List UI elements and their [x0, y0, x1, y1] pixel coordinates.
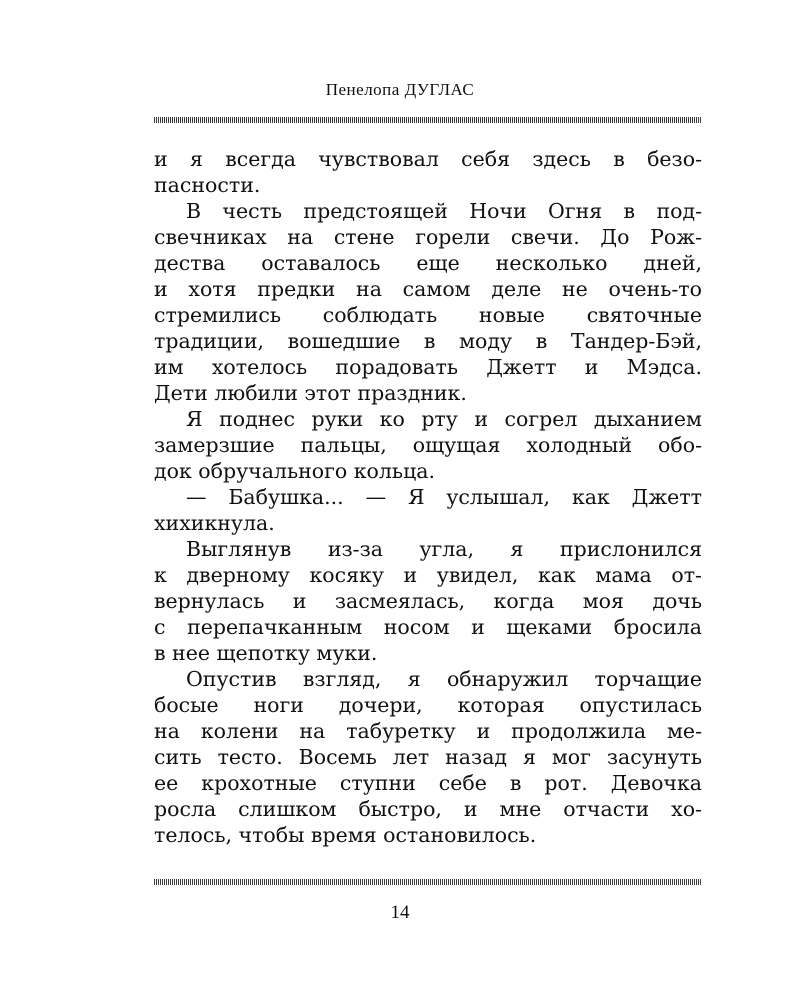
text-line: росла слишком быстро, и мне отчасти хо- — [154, 797, 702, 821]
text-line: свечниках на стене горели свечи. До Рож- — [154, 225, 702, 249]
text-line: им хотелось порадовать Джетт и Мэдса. — [154, 355, 702, 379]
text-line: и я всегда чувствовал себя здесь в безо- — [154, 147, 702, 171]
text-line: в нее щепотку муки. — [154, 641, 378, 665]
text-line: на колени на табуретку и продолжила ме- — [154, 719, 702, 743]
running-head-title: Пенелопа ДУГЛАС — [325, 80, 475, 99]
text-line: дества оставалось еще несколько дней, — [154, 251, 702, 275]
text-line: сить тесто. Восемь лет назад я мог засунуть — [154, 745, 702, 769]
text-line: стремились соблюдать новые святочные — [154, 303, 702, 327]
text-line: босые ноги дочери, которая опустилась — [154, 693, 702, 717]
text-line: Выглянув из-за угла, я прислонился — [186, 537, 702, 561]
text-line: — Бабушка... — Я услышал, как Джетт — [186, 485, 702, 509]
text-line: замерзшие пальцы, ощущая холодный обо- — [154, 433, 702, 457]
body-text — [154, 146, 702, 848]
text-line: и хотя предки на самом деле не очень-то — [154, 277, 702, 301]
text-line: телось, чтобы время остановилось. — [154, 823, 537, 847]
text-line: ее крохотные ступни себе в рот. Девочка — [154, 771, 702, 795]
text-line: с перепачканным носом и щеками бросила — [154, 615, 702, 639]
text-line: традиции, вошедшие в моду в Тандер-Бэй, — [154, 329, 702, 353]
footer-divider — [154, 879, 702, 885]
text-line: Я поднес руки ко рту и согрел дыханием — [186, 407, 702, 431]
text-line: пасности. — [154, 173, 261, 197]
text-line: Опустив взгляд, я обнаружил торчащие — [186, 667, 702, 691]
text-line: док обручального кольца. — [154, 459, 435, 483]
page-number: 14 — [390, 902, 410, 923]
text-line: вернулась и засмеялась, когда моя дочь — [154, 589, 702, 613]
text-line: Дети любили этот праздник. — [154, 381, 467, 405]
text-line: к дверному косяку и увидел, как мама от- — [154, 563, 702, 587]
text-line: хихикнула. — [154, 511, 275, 535]
text-line: В честь предстоящей Ночи Огня в под- — [186, 199, 702, 223]
header-divider — [154, 117, 702, 123]
